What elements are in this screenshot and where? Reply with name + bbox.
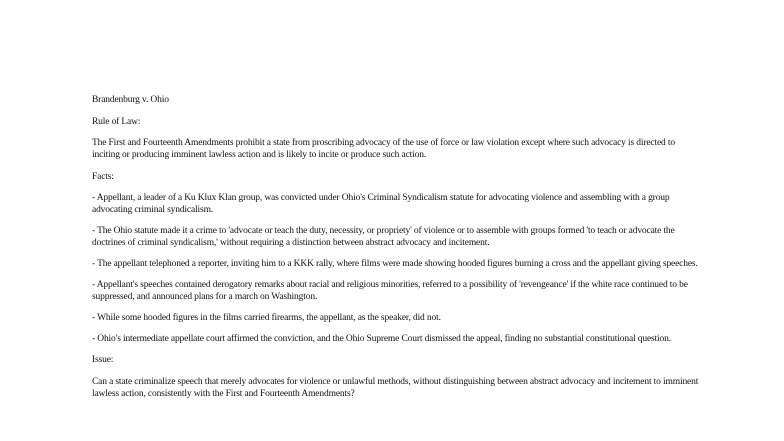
case-title: Brandenburg v. Ohio xyxy=(92,95,169,105)
document-body xyxy=(92,94,704,409)
facts-heading: Facts: xyxy=(92,171,114,182)
fact-item: - Ohio's intermediate appellate court affirmed the conviction, and the Ohio Supreme Court dismissed the appeal, finding no substantial constitutional question. xyxy=(92,334,671,344)
fact-item: - The Ohio statute made it a crime to 'advocate or teach the duty, necessity, or propriety' of violence or to assemble with groups formed 'to teach or advocate the doctrines of criminal syndicalism,' without requiring a distinction between abstract advocacy and incitement. xyxy=(92,226,675,248)
fact-item: - Appellant, a leader of a Ku Klux Klan group, was convicted under Ohio's Criminal Syndicalism statute for advocating violence and assembling with a group advocating criminal syndicalism. xyxy=(92,193,670,215)
rule-heading: Rule of Law: xyxy=(92,116,141,127)
issue-heading: Issue: xyxy=(92,355,114,365)
fact-item: - Appellant's speeches contained derogatory remarks about racial and religious minorities, referred to a possibility of 'revengeance' if the white race continued to be suppressed, and announced plans for a march on Washington. xyxy=(92,280,688,302)
fact-item: - The appellant telephoned a reporter, inviting him to a KKK rally, where films were made showing hooded figures burning a cross and the appellant giving speeches. xyxy=(92,259,698,269)
rule-text: The First and Fourteenth Amendments prohibit a state from proscribing advocacy of the use of force or law violation except where such advocacy is directed to inciting or producing imminent lawless action and is likely to incite or produce such action. xyxy=(92,138,675,160)
issue-text: Can a state criminalize speech that merely advocates for violence or unlawful methods, without distinguishing between abstract advocacy and incitement to imminent lawless action, consistently with the First and Fourteenth Amendments? xyxy=(92,376,699,399)
fact-item: - While some hooded figures in the films carried firearms, the appellant, as the speaker, did not. xyxy=(92,313,441,323)
